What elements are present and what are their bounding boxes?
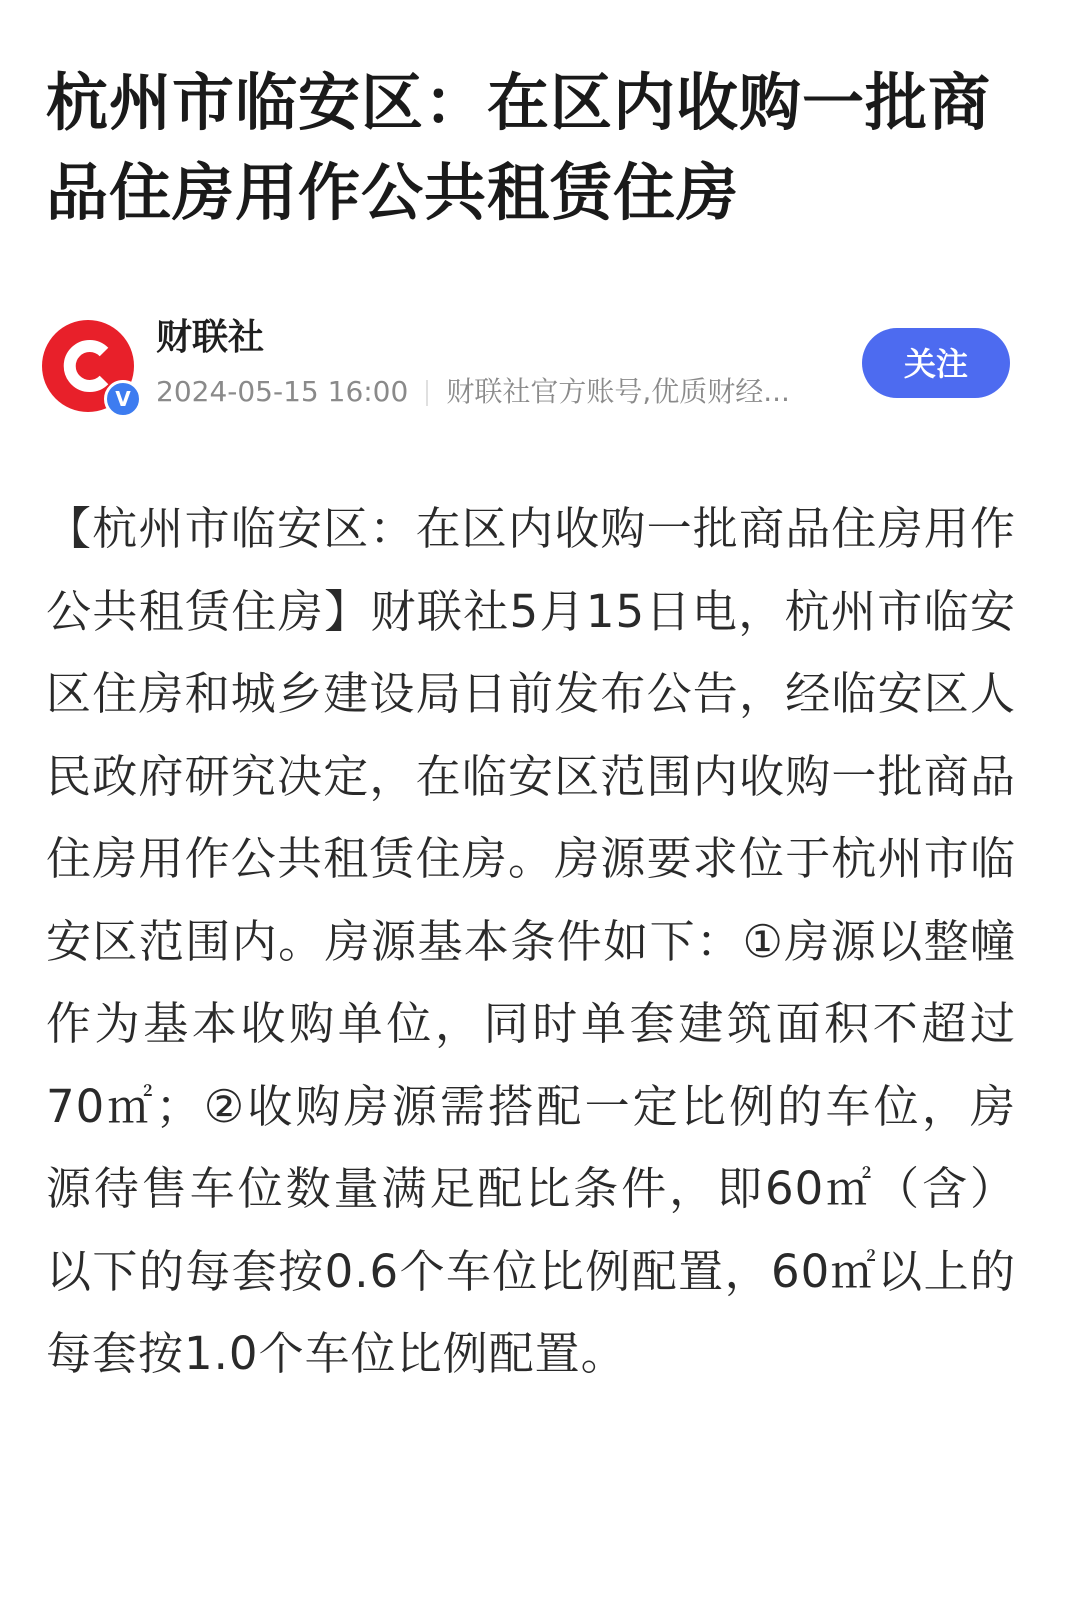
meta-divider [426,380,428,406]
author-avatar[interactable] [42,320,134,412]
author-description: 财联社官方账号,优质财经... [446,375,790,408]
author-row [40,318,1040,418]
article-body: 【杭州市临安区：在区内收购一批商品住房用作公共租赁住房】财联社5月15日电，杭州市临安区住房和城乡建设局日前发布公告，经临安区人民政府研究决定，在临安区范围内收购一批商品住房用作公共租赁住房。房源要求位于杭州市临安区范围内。房源基本条件如下：①房源以整幢作为基本收购单位，同时单套建筑面积不超过70㎡；②收购房源需搭配一定比例的车位，房源待售车位数量满足配比条件，即60㎡（含）以下的每套按0.6个车位比例配置，60㎡以上的每套按1.0个车位比例配置。 [46,502,1016,1380]
verified-icon: V [104,380,142,418]
author-name[interactable]: 财联社 [156,317,265,358]
cls-logo-icon [60,338,116,394]
follow-button[interactable]: 关注 [862,328,1010,398]
article-title: 杭州市临安区：在区内收购一批商品住房用作公共租赁住房 [46,66,992,229]
author-meta [156,374,790,410]
publish-time: 2024-05-15 16:00 [156,375,409,408]
